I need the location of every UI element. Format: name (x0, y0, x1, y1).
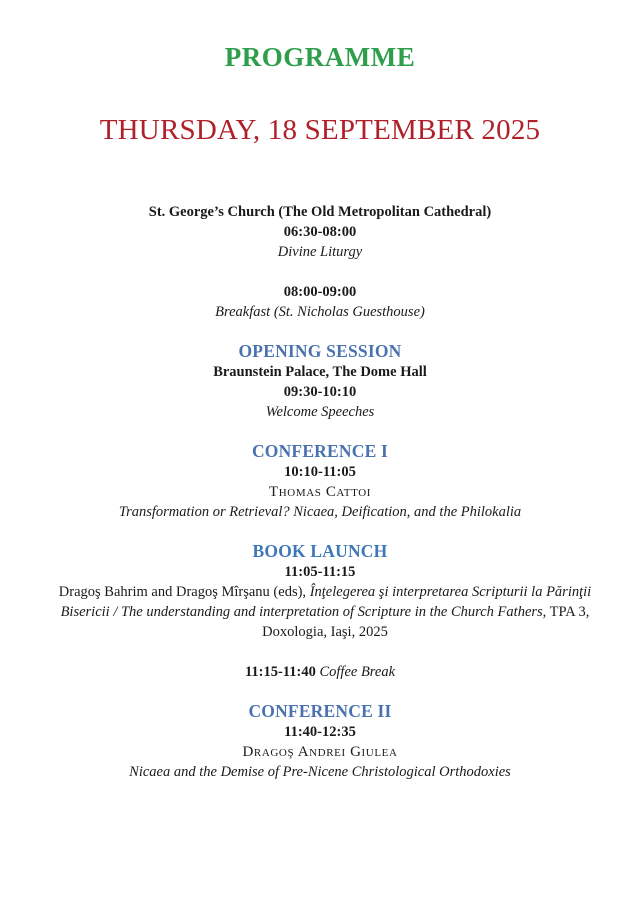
coffee-break-block (0, 662, 640, 682)
breakfast-activity: Breakfast (St. Nicholas Guesthouse) (215, 304, 425, 320)
liturgy-activity: Divine Liturgy (277, 244, 363, 260)
conference-2-block (0, 700, 640, 782)
breakfast-time: 08:00-09:00 (283, 284, 357, 300)
breakfast-block (0, 282, 640, 322)
opening-time: 09:30-10:10 (283, 384, 357, 400)
coffee-activity: Coffee Break (319, 664, 396, 680)
book-launch-time: 11:05-11:15 (284, 564, 356, 580)
conference-2-speaker: Dragoş Andrei Giulea (242, 744, 398, 760)
day-heading: THURSDAY, 18 SEPTEMBER 2025 (99, 114, 541, 146)
book-citation (0, 582, 640, 642)
liturgy-venue: St. George’s Church (The Old Metropolitan Cathedral) (148, 204, 492, 220)
conference-1-talk: Transformation or Retrieval? Nicaea, Deification, and the Philokalia (118, 504, 522, 520)
opening-session-heading: OPENING SESSION (238, 341, 402, 361)
conference-1-block (0, 440, 640, 522)
conference-1-speaker: Thomas Cattoi (268, 484, 372, 500)
conference-1-time: 10:10-11:05 (284, 464, 356, 480)
opening-venue: Braunstein Palace, The Dome Hall (213, 364, 427, 380)
book-launch-block (0, 540, 640, 642)
opening-activity: Welcome Speeches (265, 404, 375, 420)
book-launch-heading: BOOK LAUNCH (252, 541, 388, 561)
conference-1-heading: CONFERENCE I (251, 441, 389, 461)
book-title: Înţelegerea şi interpretarea Scripturii la Părinţii Bisericii / The understanding and interpretation of Scripture in the Church Fathers (60, 584, 592, 620)
liturgy-time: 06:30-08:00 (283, 224, 357, 240)
conference-2-heading: CONFERENCE II (248, 701, 392, 721)
book-authors: Dragoş Bahrim and Dragoş Mîrşanu (eds), (58, 584, 310, 600)
book-details: , TPA 3, Doxologia, Iaşi, 2025 (262, 604, 590, 640)
programme-title: PROGRAMME (224, 42, 416, 72)
conference-2-talk: Nicaea and the Demise of Pre-Nicene Christological Orthodoxies (129, 764, 511, 780)
conference-2-time: 11:40-12:35 (284, 724, 356, 740)
coffee-time: 11:15-11:40 (244, 664, 316, 680)
liturgy-block (0, 202, 640, 262)
schedule (0, 202, 640, 782)
opening-session-block (0, 340, 640, 422)
